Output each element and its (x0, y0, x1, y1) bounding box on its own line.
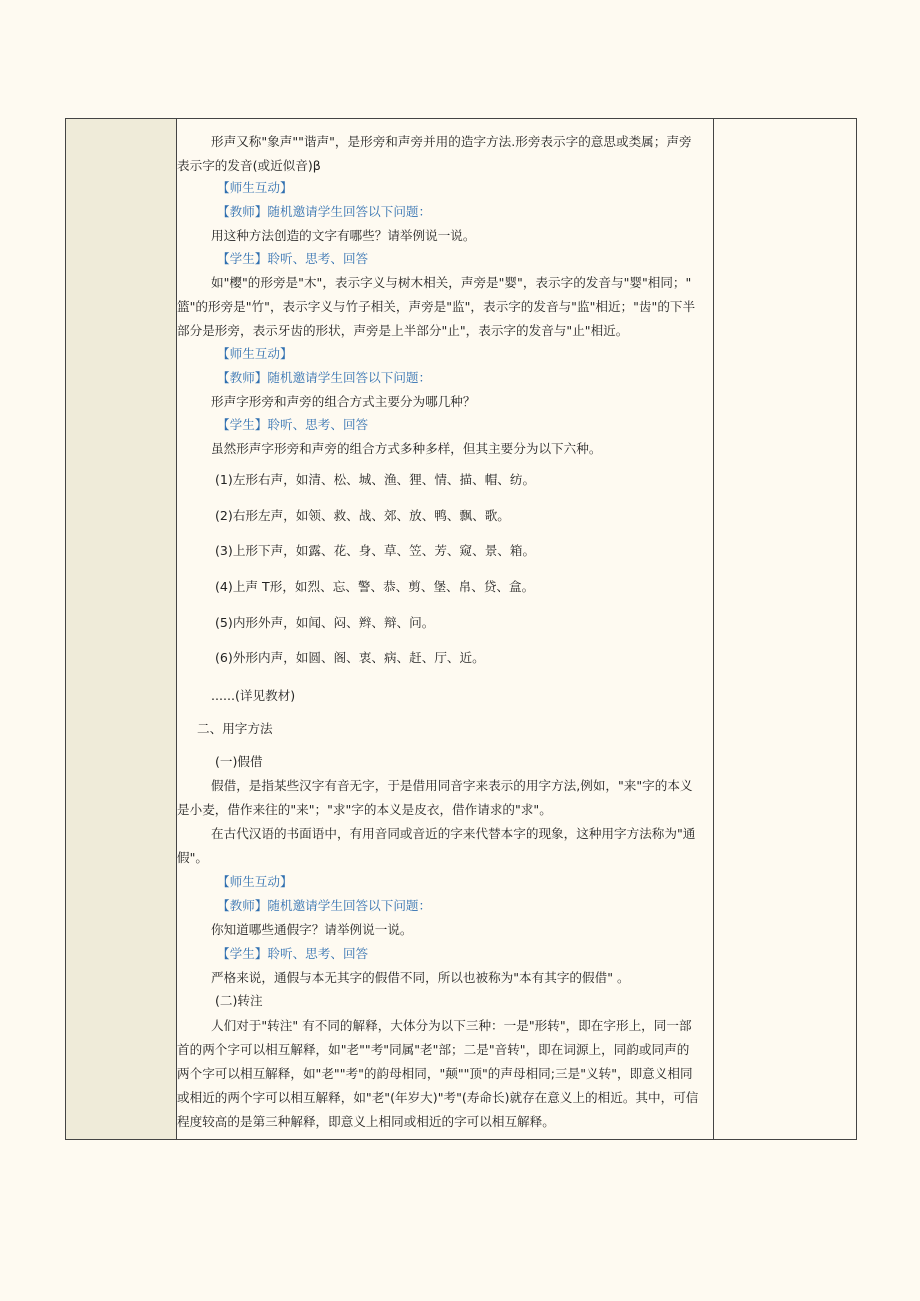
section-label: 【师生互动】 (217, 874, 293, 889)
text-line: 假借，是指某些汉字有音无字，于是借用同音字来表示的用字方法,例如，"来"字的本义 (211, 778, 693, 793)
text-line: 或相近的两个字可以相互解释，如"老"(年岁大)"考"(寿命长)就存在意义上的相近。其中，可信 (177, 1090, 699, 1105)
text-line: 形声字形旁和声旁的组合方式主要分为哪几种？ (211, 394, 476, 409)
content-column (177, 119, 714, 1139)
text-line: 用这种方法创造的文字有哪些？请举例说一说。 (211, 228, 476, 243)
text-line: 表示字的发音(或近似音)β (177, 158, 321, 173)
section-heading: 二、用字方法 (197, 721, 273, 736)
list-item: (3)上形下声，如露、花、身、草、笠、芳、窥、景、箱。 (215, 543, 536, 558)
section-label: 【学生】聆听、思考、回答 (217, 417, 369, 432)
list-item: (4)上声 T形，如烈、忘、警、恭、剪、堡、帛、贷、盒。 (215, 579, 535, 594)
lesson-table (65, 118, 857, 1140)
subsection-heading: (一)假借 (215, 754, 263, 769)
section-label: 【师生互动】 (217, 180, 293, 195)
text-line: 程度较高的是第三种解释，即意义上相同或相近的字可以相互解释。 (177, 1114, 555, 1129)
text-line: 严格来说，通假与本无其字的假借不同，所以也被称为"本有其字的假借" 。 (211, 970, 630, 985)
list-item: (6)外形内声，如圆、阁、衷、病、赶、厅、近。 (215, 650, 485, 665)
section-label: 【师生互动】 (217, 346, 293, 361)
right-column (713, 119, 856, 1139)
text-line: 是小麦，借作来往的"来"；"求"字的本义是皮衣，借作请求的"求"。 (177, 802, 552, 817)
text-line: 虽然形声字形旁和声旁的组合方式多种多样，但其主要分为以下六种。 (211, 441, 602, 456)
list-item: (5)内形外声，如闻、闷、辫、辩、问。 (215, 615, 435, 630)
text-line: 人们对于"转注" 有不同的解释，大体分为以下三种：一是"形转"，即在字形上，同一部 (211, 1018, 692, 1033)
section-label: 【教师】随机邀请学生回答以下问题： (217, 370, 432, 385)
text-line: 篮"的形旁是"竹"，表示字义与竹子相关，声旁是"监"，表示字的发音与"监"相近；"齿"的下半 (177, 299, 696, 314)
text-line: 在古代汉语的书面语中，有用音同或音近的字来代替本字的现象，这种用字方法称为"通 (211, 826, 696, 841)
subsection-heading: (二)转注 (215, 993, 263, 1008)
section-label: 【学生】聆听、思考、回答 (217, 251, 369, 266)
text-line: 形声又称"象声""谐声"，是形旁和声旁并用的造字方法.形旁表示字的意思或类属；声旁 (211, 134, 692, 149)
text-line: 两个字可以相互解释，如"老""考"的韵母相同，"颠""顶"的声母相同;三是"义转"，即意义相同 (177, 1066, 693, 1081)
section-label: 【教师】随机邀请学生回答以下问题： (217, 204, 432, 219)
section-label: 【学生】聆听、思考、回答 (217, 946, 369, 961)
text-line: 假"。 (177, 850, 208, 865)
text-line: 如"樱"的形旁是"木"，表示字义与树木相关，声旁是"婴"，表示字的发音与"婴"相同；" (211, 275, 692, 290)
text-line: ......(详见教材) (211, 688, 296, 703)
text-line: 你知道哪些通假字？请举例说一说。 (211, 922, 413, 937)
left-column (66, 119, 177, 1139)
list-item: (1)左形右声，如清、松、城、渔、狸、情、描、帽、纺。 (215, 472, 536, 487)
text-line: 首的两个字可以相互解释，如"老""考"同属"老"部；二是"音转"，即在词源上，同韵或同声的 (177, 1042, 690, 1057)
text-line: 部分是形旁，表示牙齿的形状，声旁是上半部分"止"，表示字的发音与"止"相近。 (177, 323, 629, 338)
list-item: (2)右形左声，如领、救、战、郊、放、鸭、飘、歌。 (215, 508, 510, 523)
section-label: 【教师】随机邀请学生回答以下问题： (217, 898, 432, 913)
